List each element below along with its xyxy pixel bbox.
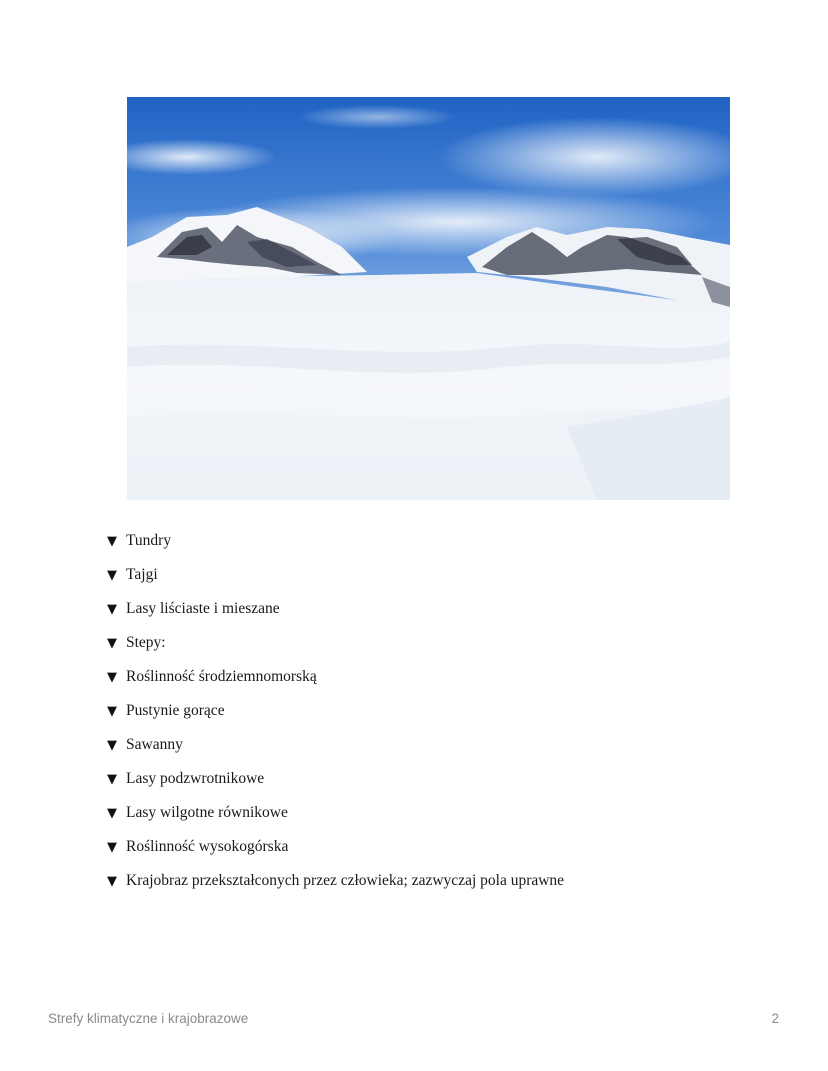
toggle-label: Tundry [126, 532, 172, 550]
triangle-down-icon[interactable]: ▼ [107, 601, 117, 617]
triangle-down-icon[interactable]: ▼ [107, 635, 117, 651]
toggle-item-tajgi[interactable] [107, 558, 747, 592]
toggle-label: Sawanny [126, 736, 183, 754]
triangle-down-icon[interactable]: ▼ [107, 839, 117, 855]
toggle-label: Roślinność środziemnomorską [126, 668, 317, 686]
triangle-down-icon[interactable]: ▼ [107, 669, 117, 685]
triangle-down-icon[interactable]: ▼ [107, 737, 117, 753]
snowy-mountains-photo [127, 97, 730, 500]
toggle-item-roslinnosc-srodziemnomorska[interactable] [107, 660, 747, 694]
toggle-label: Lasy wilgotne równikowe [126, 804, 288, 822]
triangle-down-icon[interactable]: ▼ [107, 771, 117, 787]
toggle-item-pustynie-gorace[interactable] [107, 694, 747, 728]
toggle-label: Lasy podzwrotnikowe [126, 770, 265, 788]
toggle-label: Roślinność wysokogórska [126, 838, 289, 856]
triangle-down-icon[interactable]: ▼ [107, 873, 117, 889]
toggle-label: Krajobraz przekształconych przez człowieka; zazwyczaj pola uprawne [126, 872, 565, 890]
triangle-down-icon[interactable]: ▼ [107, 533, 117, 549]
toggle-item-lasy-lisciaste[interactable] [107, 592, 747, 626]
toggle-item-stepy[interactable] [107, 626, 747, 660]
toggle-item-lasy-wilgotne[interactable] [107, 796, 747, 830]
footer-title: Strefy klimatyczne i krajobrazowe [48, 1011, 249, 1026]
page-number: 2 [771, 1011, 779, 1026]
toggle-item-krajobraz[interactable] [107, 864, 747, 898]
toggle-label: Pustynie gorące [126, 702, 225, 720]
toggle-item-sawanny[interactable] [107, 728, 747, 762]
triangle-down-icon[interactable]: ▼ [107, 703, 117, 719]
triangle-down-icon[interactable]: ▼ [107, 567, 117, 583]
toggle-item-roslinnosc-wysokogorska[interactable] [107, 830, 747, 864]
toggle-list [107, 524, 747, 898]
toggle-label: Stepy: [126, 634, 166, 652]
toggle-item-lasy-podzwrotnikowe[interactable] [107, 762, 747, 796]
toggle-label: Tajgi [126, 566, 158, 584]
triangle-down-icon[interactable]: ▼ [107, 805, 117, 821]
toggle-label: Lasy liściaste i mieszane [126, 600, 280, 618]
toggle-item-tundry[interactable] [107, 524, 747, 558]
